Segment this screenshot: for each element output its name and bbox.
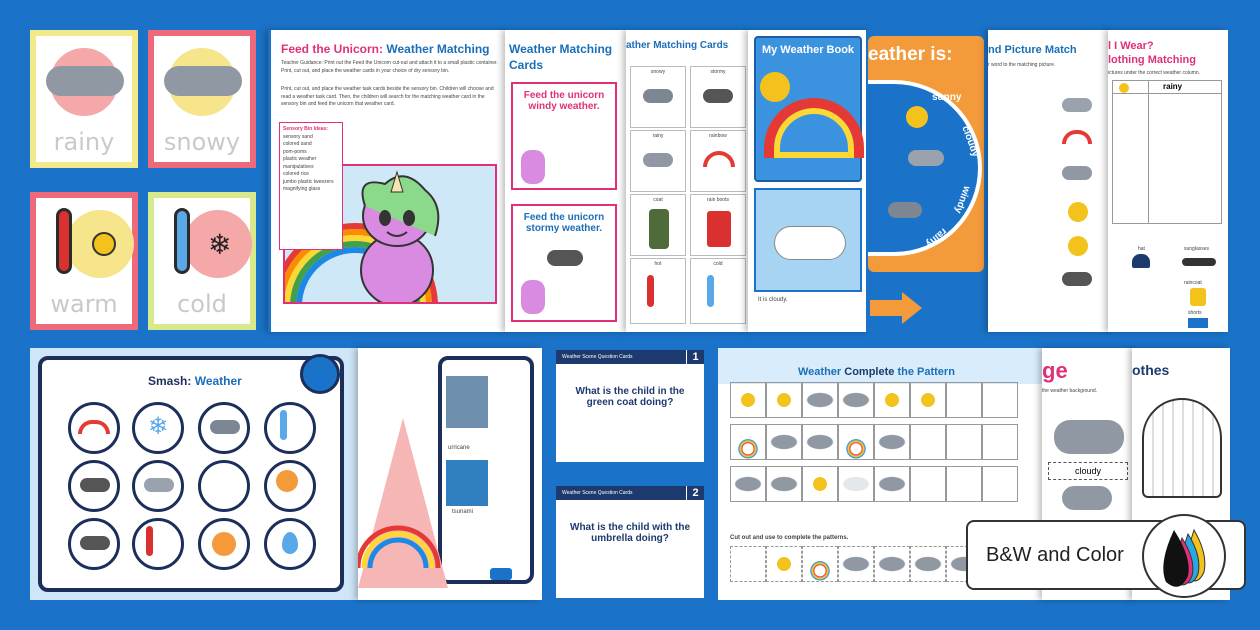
task-card-sheet [505, 30, 627, 332]
bw-color-badge [966, 520, 1246, 590]
rainbow-icon [1062, 130, 1092, 144]
weather-card-snowy [148, 30, 256, 168]
pattern-title [798, 366, 955, 378]
task-sheet-title: Weather Matching Cards [509, 42, 613, 72]
title-part-b: Weather Matching [386, 42, 490, 56]
pattern-title-b: Complete [844, 366, 895, 378]
cutout-rain-cloud[interactable] [730, 546, 766, 582]
rainbow-icon [764, 98, 864, 158]
storm-cloud-icon [1062, 272, 1092, 286]
collage-word-box [1048, 462, 1128, 480]
teacher-guidance-2: Print, cut out, and place the weather task cards beside the sensory bin. Children will choose and read a weather task card. Then, the children will search for the matching weather card in the sensory bin and feed the unicorn that weather card. [281, 86, 494, 107]
storm-cloud-icon [703, 89, 733, 103]
question-card-number: 1 [686, 350, 704, 364]
match-cell-rainbow [690, 130, 746, 192]
hot-thermometer-icon [647, 275, 654, 307]
unicorn-icon [521, 150, 545, 184]
tsunami-label: tsunami [452, 509, 474, 515]
cloud-icon [1054, 420, 1124, 454]
task-card-stormy [511, 204, 617, 322]
cutout-rainbow[interactable] [802, 546, 838, 582]
hat-icon [1132, 254, 1150, 268]
clothing-item-label: raincoat [1184, 280, 1202, 286]
wheel-title: eather is: [868, 44, 953, 65]
pattern-rain-cloud [874, 424, 910, 460]
wheel-segment-rainy: rainy [923, 225, 949, 250]
wheel-segment-sunny: sunny [932, 92, 962, 103]
unicorn-sheet-title [281, 42, 489, 56]
task-card-windy [511, 82, 617, 190]
hurricane-label: urricane [448, 445, 470, 451]
weather-card-cold [148, 192, 256, 330]
storm-cloud-icon [80, 536, 110, 550]
wear-column-divider [1148, 80, 1149, 224]
bin-item: pom-poms [283, 148, 307, 155]
orange-arrow-head-icon [902, 292, 922, 324]
pattern-sun [910, 382, 946, 418]
woolly-hat-icon [1142, 398, 1222, 498]
weather-wheel-sheet [866, 30, 994, 332]
match-cell-rainy [630, 130, 686, 192]
task-card-text: Feed the unicorn windy weather. [523, 90, 605, 112]
bin-item: sensory sand [283, 133, 313, 140]
pattern-sun [730, 382, 766, 418]
pattern-row-3 [730, 466, 1018, 502]
pattern-blank[interactable] [946, 466, 982, 502]
match-cell-label: rainy [652, 133, 664, 139]
pattern-title-c: the Pattern [897, 366, 955, 378]
wheel-board [868, 36, 984, 272]
pattern-blank[interactable] [982, 466, 1018, 502]
bin-item: plastic weather manipulatives [283, 156, 317, 170]
cloud-icon [774, 226, 846, 260]
match-cell-label: coat [653, 197, 663, 203]
pattern-rain-cloud [874, 466, 910, 502]
rain-cloud-icon [210, 420, 240, 434]
hurricane-image [446, 376, 488, 428]
rainbow-icon [703, 151, 735, 167]
weather-card-label: rainy [53, 128, 115, 156]
scene-question-card-2 [554, 484, 706, 600]
pattern-rain-cloud [838, 382, 874, 418]
pattern-blank[interactable] [946, 382, 982, 418]
bin-item: jumbo plastic tweezers [283, 178, 334, 185]
sun-icon [276, 470, 298, 492]
pattern-sun [874, 382, 910, 418]
hot-thermometer-icon [146, 526, 153, 556]
pattern-blank[interactable] [982, 382, 1018, 418]
rain-cloud-icon [1062, 166, 1092, 180]
weather-card-rainy [30, 30, 138, 168]
sun-icon [1068, 202, 1088, 222]
book-cover [754, 36, 862, 182]
pattern-sun [802, 466, 838, 502]
orange-arrow-icon [870, 300, 904, 316]
smash-title-b: Weather [194, 374, 242, 388]
unicorn-icon [521, 280, 545, 314]
wear-instructions: ictures under the correct weather column. [1108, 70, 1200, 76]
storm-cloud-icon [80, 478, 110, 492]
wheel-segment-cloudy: cloudy [959, 124, 981, 159]
clothing-matching-sheet [1108, 30, 1228, 332]
sun-icon [212, 532, 236, 556]
playdough-pot-icon [300, 354, 340, 394]
sun-icon [906, 106, 928, 128]
book-title: My Weather Book [761, 44, 855, 56]
cutout-sun[interactable] [766, 546, 802, 582]
match-cell-label: snowy [650, 69, 666, 75]
sun-icon [760, 72, 790, 102]
match-cell-label: hot [654, 261, 662, 267]
pattern-blank[interactable] [910, 466, 946, 502]
pattern-rain-cloud [802, 382, 838, 418]
match-cell-rain-boots [690, 194, 746, 256]
sun-icon [92, 232, 116, 256]
smash-circle-hot [132, 518, 184, 570]
question-card-text: What is the child with the umbrella doing? [570, 522, 690, 544]
cold-thermometer-icon [174, 208, 190, 274]
pattern-row-1 [730, 382, 1018, 418]
wear-columns [1112, 94, 1222, 224]
snowflake-icon: ❄ [208, 228, 232, 261]
match-cell-cold [690, 258, 746, 324]
collage-instructions: the weather background. [1042, 388, 1098, 394]
raindrop-icon [282, 532, 298, 554]
pattern-row-2 [730, 424, 1018, 460]
cloud-icon [1062, 98, 1092, 112]
sun-icon [1119, 83, 1129, 93]
pattern-rain-cloud [802, 424, 838, 460]
weather-card-label: snowy [163, 128, 241, 156]
rainbow-triangle-sheet [358, 348, 542, 600]
smash-circle-wind [198, 460, 250, 512]
matching-cards-sheet [626, 30, 750, 332]
pattern-cutouts [730, 546, 982, 582]
smash-title-a: Smash: [148, 374, 192, 388]
match-cell-hot [630, 258, 686, 324]
sun-icon [1068, 236, 1088, 256]
question-card-header-text: Weather Scene Question Cards [562, 354, 633, 360]
bin-item: magnifying glass [283, 186, 321, 192]
twinkl-logo [490, 568, 512, 580]
clothing-item-label: shorts [1188, 310, 1202, 316]
match-cell-coat [630, 194, 686, 256]
pattern-rain-cloud [766, 424, 802, 460]
sensory-bin-title: Sensory Bin Ideas: [283, 126, 329, 132]
collage-title: ge [1042, 358, 1068, 383]
wear-subtitle: lothing Matching [1108, 54, 1196, 66]
bin-item: colored rice [283, 171, 309, 177]
cold-thermometer-icon [280, 410, 287, 440]
bin-item: colored sand [283, 141, 312, 147]
task-card-text: Feed the unicorn stormy weather. [523, 212, 605, 234]
cutout-rain-cloud[interactable] [838, 546, 874, 582]
wear-column-label: rainy [1163, 82, 1183, 91]
clothes-title: othes [1132, 362, 1170, 378]
match-cell-label: rainbow [709, 133, 727, 139]
shorts-icon [1188, 318, 1208, 328]
wheel-segment-windy: windy [952, 184, 973, 215]
cutout-rain-cloud[interactable] [874, 546, 910, 582]
snowflake-icon: ❄ [148, 412, 169, 440]
smash-title [148, 374, 242, 388]
picture-match-title: nd Picture Match [988, 44, 1077, 56]
question-card-header-text: Weather Scene Question Cards [562, 490, 633, 496]
raincoat-icon [1190, 288, 1206, 306]
pattern-footer-text: Cut out and use to complete the patterns. [730, 535, 849, 541]
weather-card-label: warm [50, 290, 118, 318]
hot-thermometer-icon [56, 208, 72, 274]
rain-cloud-icon [888, 202, 922, 218]
snow-cloud-icon [643, 89, 673, 103]
question-card-text: What is the child in the green coat doing? [575, 386, 685, 408]
smash-weather-panel [30, 348, 360, 600]
match-cell-label: stormy [710, 69, 726, 75]
teacher-guidance: Teacher Guidance: Print out the Feed the Unicorn cut-out and attach it to a small plastic container. Print, cut out, and place the weather cards in your choice of dry sensory bin. [281, 60, 498, 74]
wear-column-header [1112, 80, 1222, 94]
match-cell-stormy [690, 66, 746, 128]
picture-match-instructions: r word to the matching picture. [988, 62, 1056, 68]
match-cell-snowy [630, 66, 686, 128]
weather-wheel [868, 80, 982, 256]
matching-sheet-title: ather Matching Cards [626, 40, 729, 51]
book-caption: It is cloudy. [758, 297, 788, 303]
snow-cloud-icon [164, 66, 242, 96]
scene-question-card-1 [554, 348, 706, 464]
ink-drops-icon [1142, 514, 1226, 598]
storm-cloud-icon [547, 250, 583, 266]
coat-icon [649, 209, 669, 249]
pattern-rain-cloud [730, 466, 766, 502]
pattern-blank[interactable] [982, 424, 1018, 460]
collage-word: cloudy [1074, 466, 1101, 476]
question-card-number: 2 [686, 486, 704, 500]
rain-cloud-icon [643, 153, 673, 167]
cold-thermometer-icon [707, 275, 714, 307]
pattern-blank[interactable] [910, 424, 946, 460]
clothing-item-label: sunglasses [1184, 246, 1210, 252]
match-cell-label: cold [713, 261, 723, 267]
pattern-rainbow [730, 424, 766, 460]
pattern-title-a: Weather [798, 366, 842, 378]
cutout-rain-cloud[interactable] [910, 546, 946, 582]
picture-match-sheet [988, 30, 1112, 332]
sensory-bin-box [279, 122, 343, 250]
match-cell-label: rain boots [707, 197, 729, 203]
book-page [754, 188, 862, 292]
question-card-header [556, 486, 704, 500]
weather-card-label: cold [177, 290, 227, 318]
weather-card-warm [30, 192, 138, 330]
cloud-icon [1062, 486, 1112, 510]
weather-book-sheet [748, 30, 870, 332]
pattern-blank[interactable] [946, 424, 982, 460]
unicorn-sheet [268, 30, 508, 332]
rainbow-triangle-illustration [358, 408, 448, 588]
rain-cloud-icon [46, 66, 124, 96]
question-card-header [556, 350, 704, 364]
sunglasses-icon [1182, 258, 1216, 266]
smash-circle-cold [264, 402, 316, 454]
cloud-icon [908, 150, 944, 166]
cloud-icon [144, 478, 174, 492]
pattern-rainbow [838, 424, 874, 460]
pattern-sun [766, 382, 802, 418]
boots-icon [707, 211, 731, 247]
pattern-rain-cloud [766, 466, 802, 502]
wear-title: l I Wear? [1108, 40, 1154, 52]
tsunami-image [446, 460, 488, 506]
ink-drops-svg [1144, 516, 1228, 600]
pattern-cloud [838, 466, 874, 502]
badge-label: B&W and Color [986, 544, 1124, 566]
title-part-a: Feed the Unicorn: [281, 42, 384, 56]
clothing-item-label: hat [1138, 246, 1145, 252]
